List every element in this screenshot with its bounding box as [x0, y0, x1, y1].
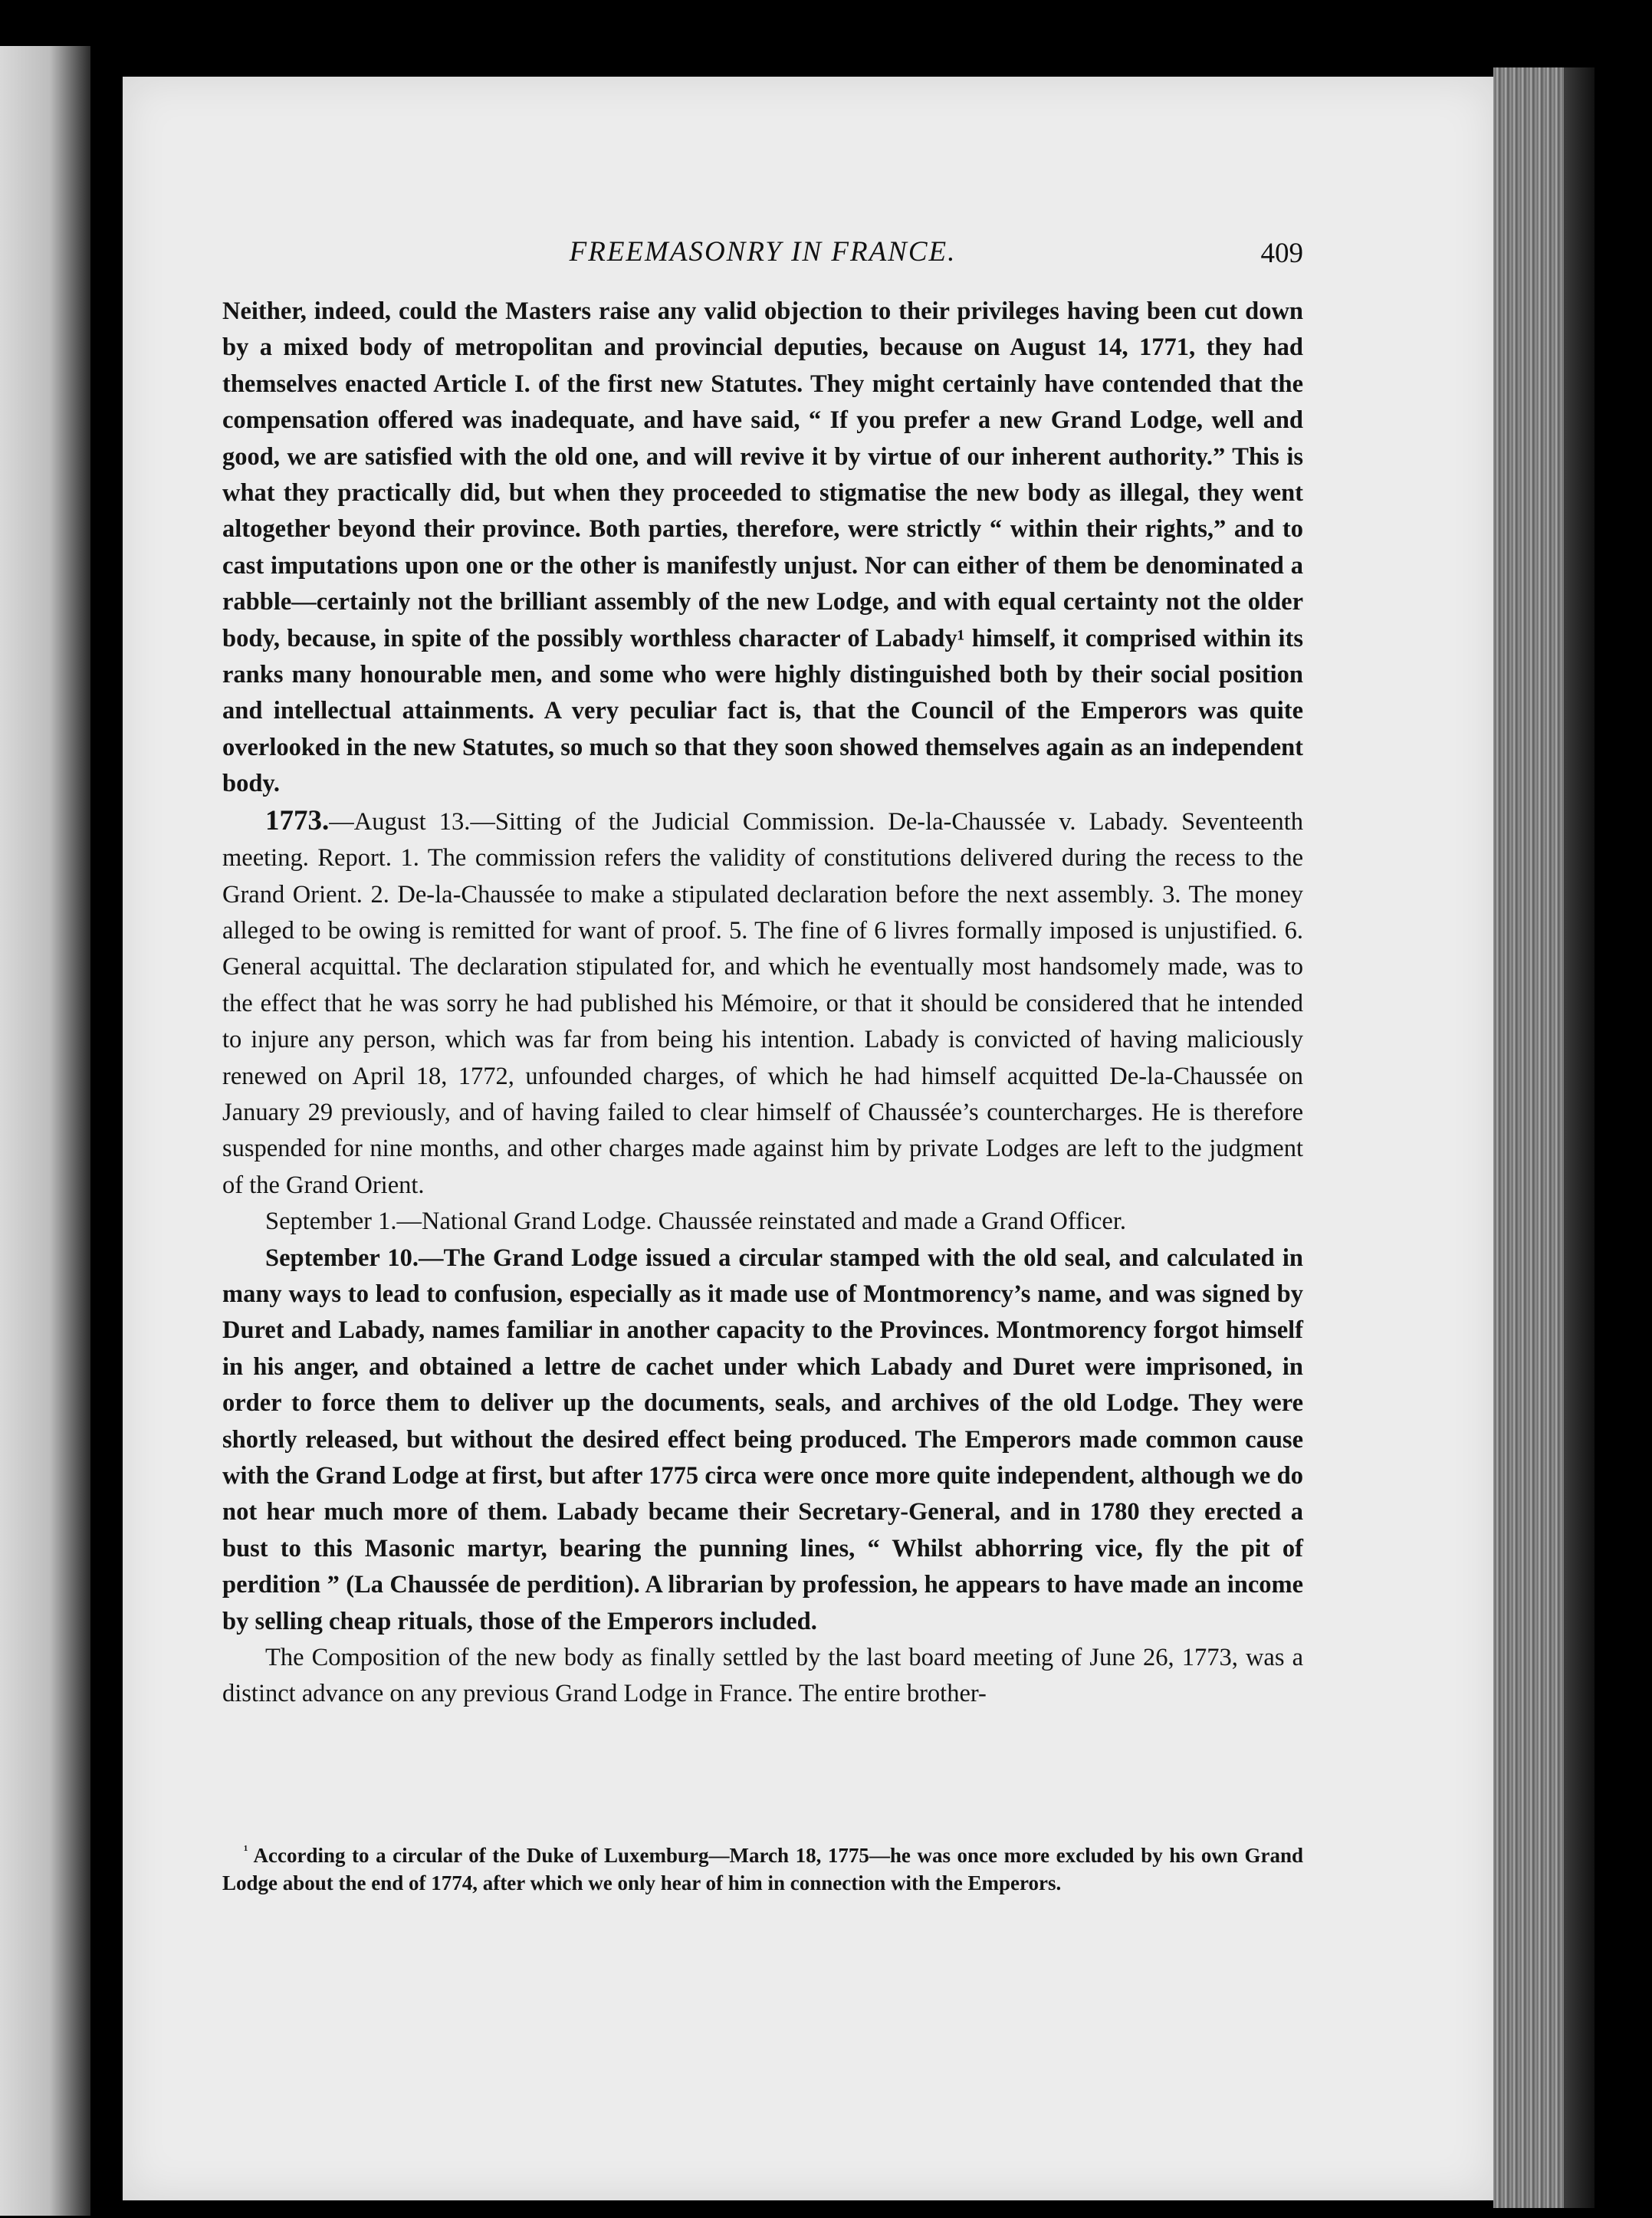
- entry-year: 1773.: [265, 804, 330, 836]
- page-stack-edge: [1493, 67, 1564, 2208]
- previous-page-edge: [0, 46, 90, 2216]
- footnote-1: [222, 1836, 1303, 1897]
- footnote-mark: ¹: [244, 1842, 248, 1858]
- footnotes: [222, 1836, 1303, 1897]
- paragraph-3: September 1.—National Grand Lodge. Chaussée reinstated and made a Grand Officer.: [265, 1208, 1126, 1236]
- main-text: [222, 294, 1303, 1713]
- paragraph-5: The Composition of the new body as finally settled by the last board meeting of June 26, 1773, was a distinct advance on any previous Grand Lodge in France. The entire brother-: [222, 1644, 1303, 1708]
- running-title: FREEMASONRY IN FRANCE.: [569, 236, 957, 268]
- paragraph-4: September 10.—The Grand Lodge issued a circular stamped with the old seal, and calculated in many ways to lead to confusion, especially as it made use of Montmorency’s name, and was signed by Duret and Labady, names familiar in another capacity to the Provinces. Montmorency forgot himself in his anger, and obtained a lettre de cachet under which Labady and Duret were imprisoned, in order to force them to deliver up the documents, seals, and archives of the old Lodge. They were shortly released, but without the desired effect being produced. The Emperors made common cause with the Grand Lodge at first, but after 1775 circa were once more quite independent, although we do not hear much more of them. Labady became their Secretary-General, and in 1780 they erected a bust to this Masonic martyr, bearing the punning lines, “ Whilst abhorring vice, fly the pit of perdition ” (La Chaussée de perdition). A librarian by profession, he appears to have made an income by selling cheap rituals, those of the Emperors included.: [222, 1244, 1303, 1635]
- paragraph-2: [222, 803, 1303, 1204]
- page-header: [222, 235, 1303, 274]
- footnote-text: According to a circular of the Duke of Luxemburg—March 18, 1775—he was once more excluded by his own Grand Lodge about the end of 1774, after which we only hear of him in connection with the Emperors.: [222, 1844, 1303, 1894]
- binding-shadow: [1564, 67, 1595, 2208]
- paragraph-2-text: —August 13.—Sitting of the Judicial Commission. De-la-Chaussée v. Labady. Seventeenth meeting. Report. 1. The commission refers the validity of constitutions delivered during the recess to the Grand Orient. 2. De-la-Chaussée to make a stipulated declaration before the next assembly. 3. The money alleged to be owing is remitted for want of proof. 5. The fine of 6 livres formally imposed is unjustified. 6. General acquittal. The declaration stipulated for, and which he eventually most handsomely made, was to the effect that he was sorry he had published his Mémoire, or that it should be considered that he intended to injure any person, which was far from being his intention. Labady is convicted of having maliciously renewed on April 18, 1772, unfounded charges, of which he had himself acquitted De-la-Chaussée on January 29 previously, and of having failed to clear himself of Chaussée’s countercharges. He is therefore suspended for nine months, and other charges made against him by private Lodges are left to the judgment of the Grand Orient.: [222, 807, 1303, 1199]
- paragraph-1: Neither, indeed, could the Masters raise any valid objection to their privileges having been cut down by a mixed body of metropolitan and provincial deputies, because on August 14, 1771, they had themselves enacted Article I. of the first new Statutes. They might certainly have contended that the compensation offered was inadequate, and have said, “ If you prefer a new Grand Lodge, well and good, we are satisfied with the old one, and will revive it by virtue of our inherent authority.” This is what they practically did, but when they proceeded to stigmatise the new body as illegal, they went altogether beyond their province. Both parties, therefore, were strictly “ within their rights,” and to cast imputations upon one or the other is manifestly unjust. Nor can either of them be denominated a rabble—certainly not the brilliant assembly of the new Lodge, and with equal certainty not the older body, because, in spite of the possibly worthless character of Labady¹ himself, it comprised within its ranks many honourable men, and some who were highly distinguished both by their social position and intellectual attainments. A very peculiar fact is, that the Council of the Emperors was quite overlooked in the new Statutes, so much so that they soon showed themselves again as an independent body.: [222, 297, 1303, 798]
- page-number: 409: [1260, 238, 1303, 269]
